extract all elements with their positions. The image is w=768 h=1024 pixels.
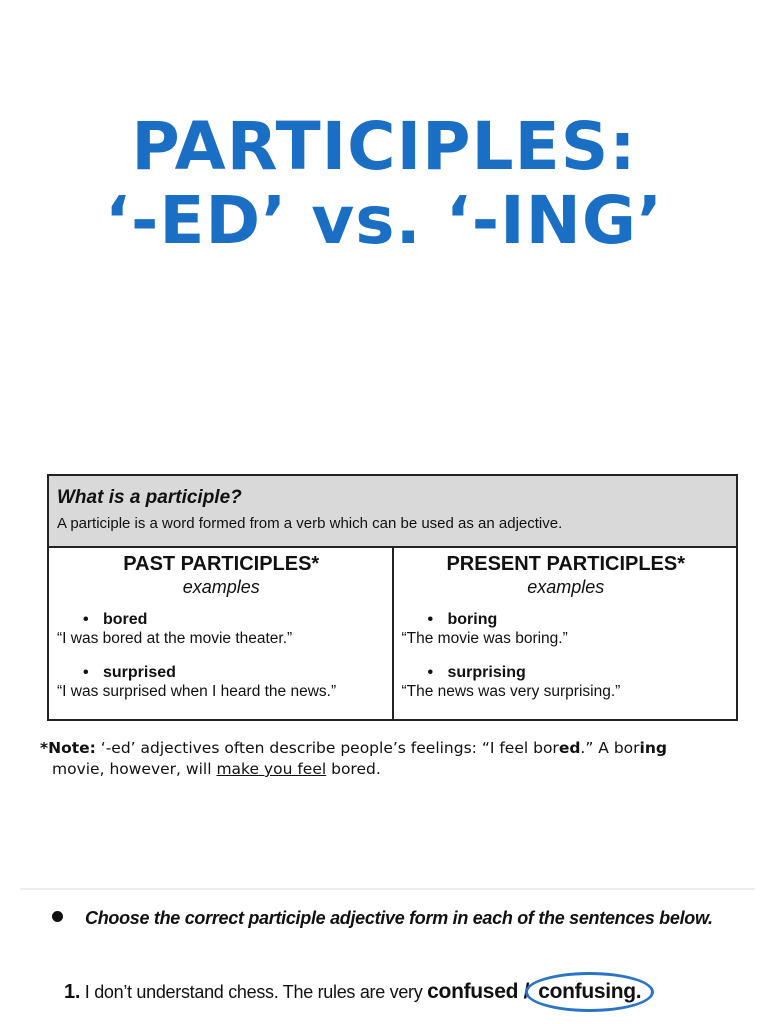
section-divider <box>20 888 755 890</box>
page-title <box>0 110 768 258</box>
title-line-1: PARTICIPLES: <box>131 108 637 185</box>
exercise-instruction: Choose the correct participle adjective form in each of the sentences below. <box>52 906 752 930</box>
present-participles-column <box>394 548 737 719</box>
table-question: What is a participle? <box>57 487 242 508</box>
past-participles-column <box>49 548 394 719</box>
column-subtitle: examples <box>527 577 605 597</box>
example-sentence: “I was bored at the movie theater.” <box>57 630 293 647</box>
example-term: • surprising <box>427 664 526 681</box>
item-number: 1. <box>64 981 81 1003</box>
example-term: • bored <box>83 611 148 628</box>
bullet-icon: • <box>83 611 89 628</box>
option-separator: / <box>518 980 530 1003</box>
table-header <box>49 476 736 548</box>
exercise-item <box>64 972 754 1012</box>
note-label: Note: <box>48 739 96 757</box>
example-sentence: “The news was very surprising.” <box>401 683 621 700</box>
option-confusing-circled: confusing. <box>525 972 654 1012</box>
example-term: • boring <box>427 611 498 628</box>
note-line-1: *Note: ‘-ed’ adjectives often describe people’s feelings: “I feel bored.” A boring <box>40 739 667 757</box>
option-confused: confused <box>427 980 519 1003</box>
participle-table <box>47 474 738 721</box>
example-term: • surprised <box>83 664 176 681</box>
title-line-2: ‘-ED’ vs. ‘-ING’ <box>104 182 664 259</box>
example-sentence: “The movie was boring.” <box>401 630 568 647</box>
note-line-2: movie, however, will make you feel bored. <box>52 760 381 778</box>
note-paragraph <box>40 738 740 780</box>
column-title: PRESENT PARTICIPLES* <box>446 553 686 575</box>
bullet-icon: • <box>427 611 434 628</box>
column-title: PAST PARTICIPLES* <box>123 553 320 575</box>
bullet-icon: • <box>427 664 434 681</box>
item-sentence: I don’t understand chess. The rules are very <box>80 982 428 1002</box>
bullet-icon: • <box>83 664 89 681</box>
table-columns <box>49 548 736 719</box>
column-subtitle: examples <box>182 577 260 597</box>
example-sentence: “I was surprised when I heard the news.” <box>57 683 337 700</box>
bullet-icon <box>52 911 63 922</box>
table-definition: A participle is a word formed from a verb which can be used as an adjective. <box>57 515 563 532</box>
